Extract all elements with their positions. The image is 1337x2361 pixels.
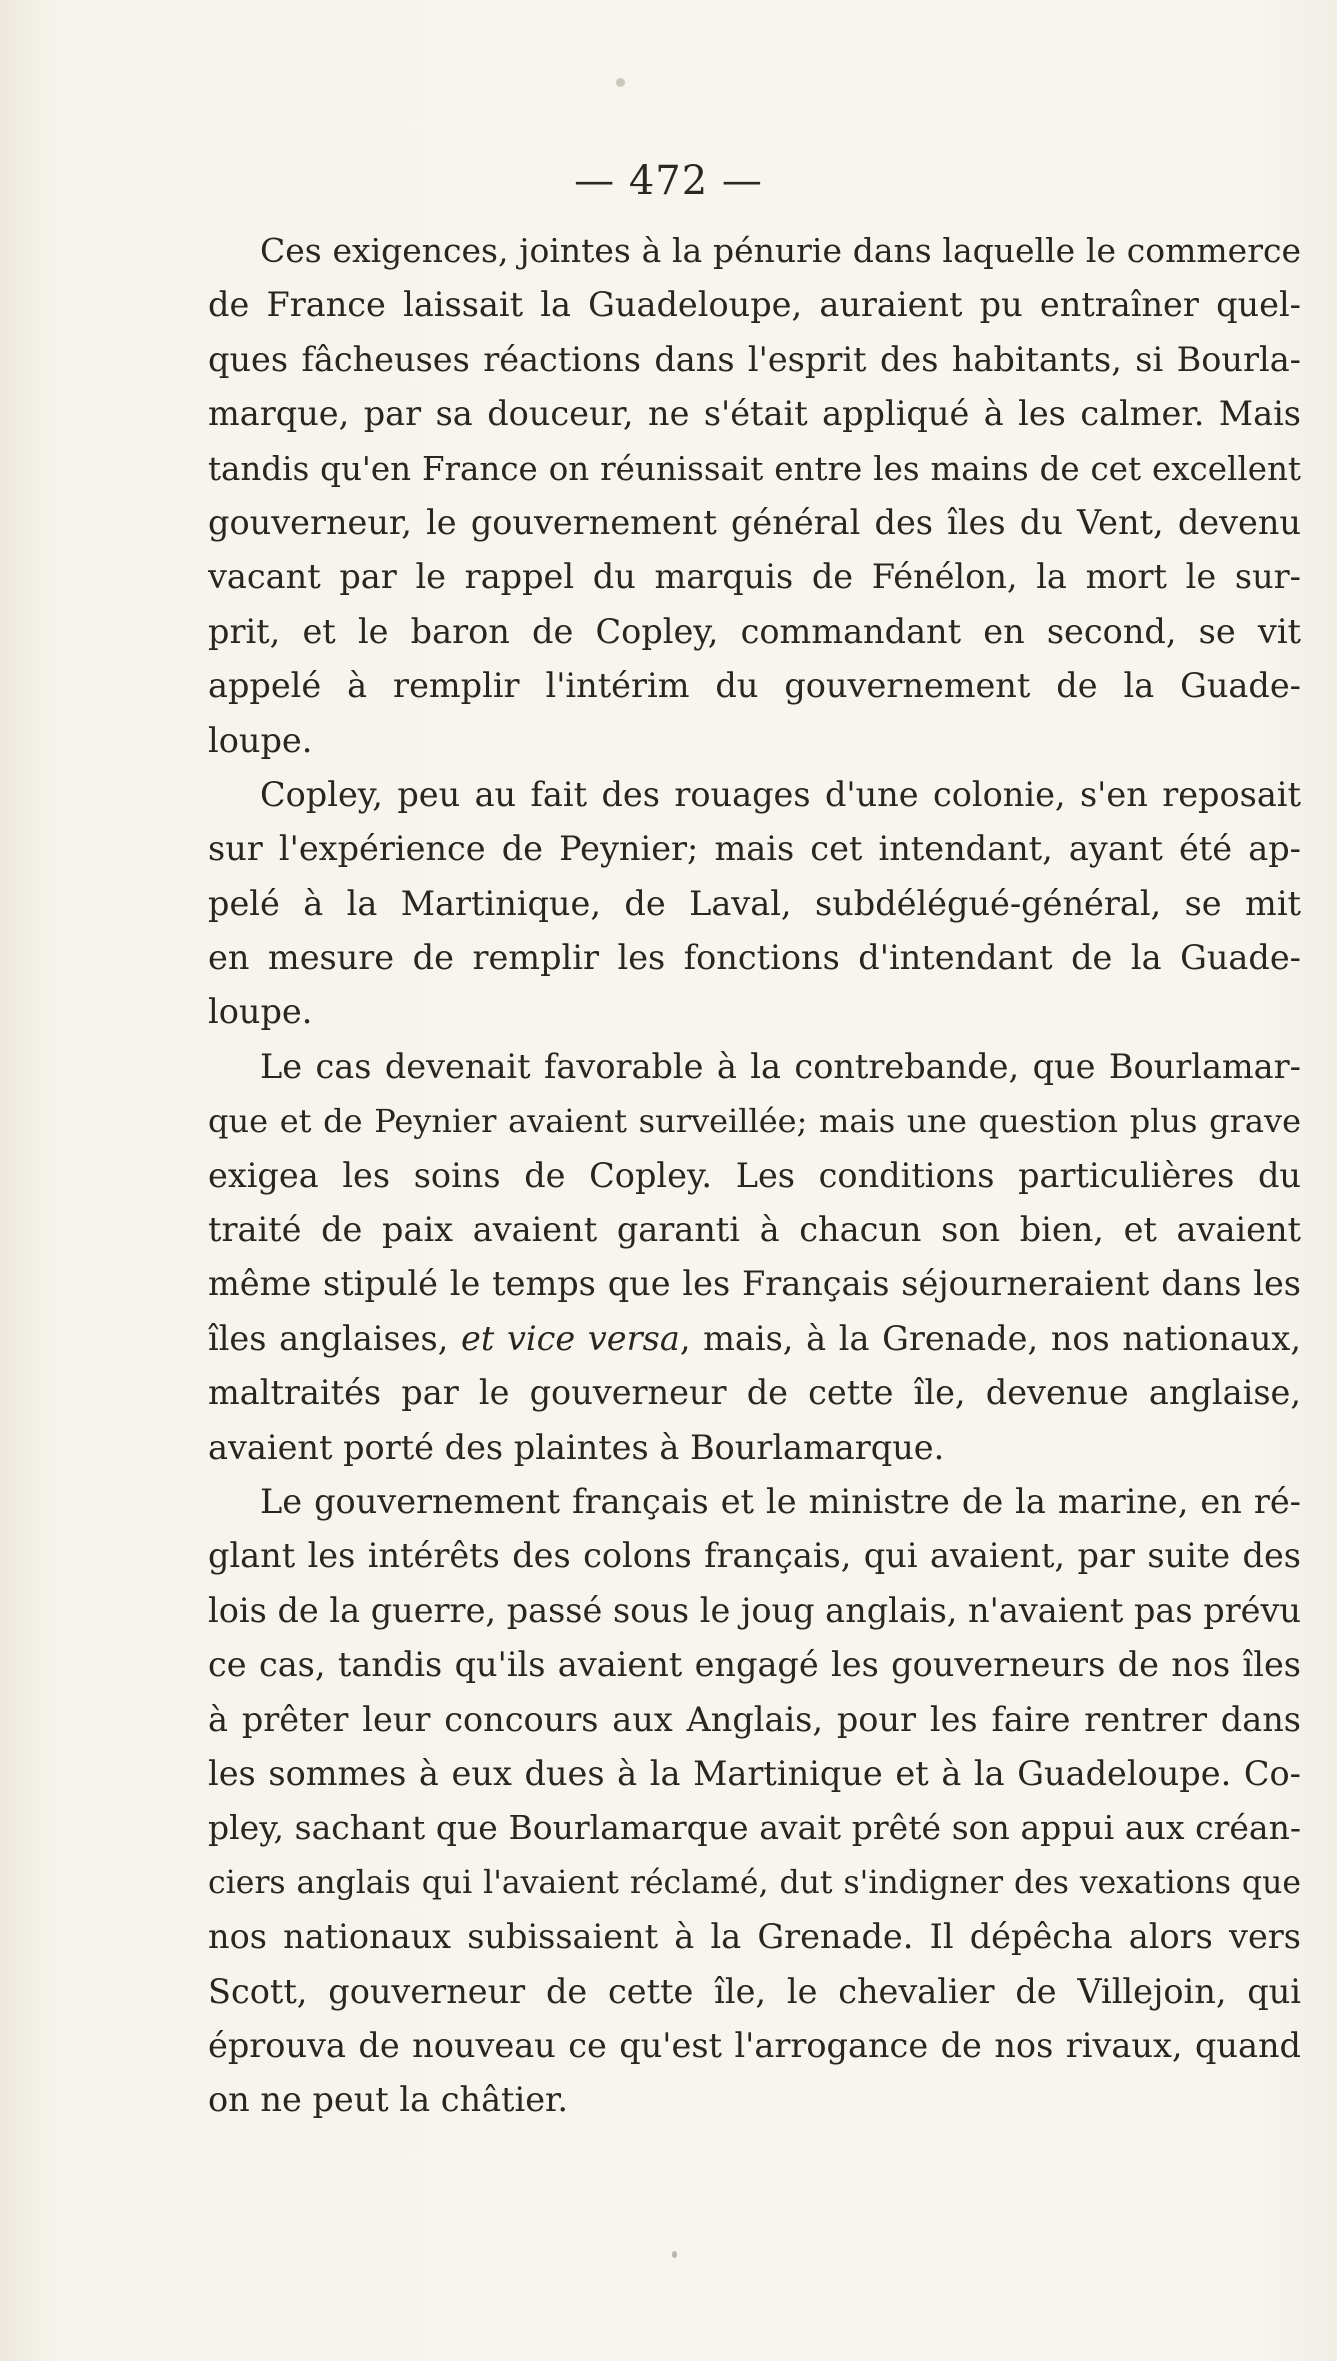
text-line: même stipulé le temps que les Français séjourneraient dans les: [208, 1264, 1301, 1304]
ink-speck: [672, 2251, 677, 2258]
text-line: tandis qu'en France on réunissait entre les mains de cet excellent: [208, 449, 1301, 488]
text-line: prit, et le baron de Copley, commandant en second, se vit: [208, 611, 1301, 651]
text-line: îles anglaises, et vice versa, mais, à la Grenade, nos nationaux,: [208, 1318, 1301, 1358]
text-line: ques fâcheuses réactions dans l'esprit des habitants, si Bourla-: [208, 339, 1301, 379]
text-line: de France laissait la Guadeloupe, auraient pu entraîner quel-: [208, 285, 1301, 325]
text-line: à prêter leur concours aux Anglais, pour les faire rentrer dans: [208, 1699, 1301, 1739]
text-line: éprouva de nouveau ce qu'est l'arrogance de nos rivaux, quand: [208, 2025, 1301, 2065]
text-line: pelé à la Martinique, de Laval, subdélégué-général, se mit: [208, 883, 1301, 923]
text-line: que et de Peynier avaient surveillée; mais une question plus grave: [208, 1102, 1301, 1141]
text-line: Le gouvernement français et le ministre de la marine, en ré-: [260, 1481, 1301, 1521]
text-line: en mesure de remplir les fonctions d'intendant de la Guade-: [208, 938, 1301, 978]
text-line: Ces exigences, jointes à la pénurie dans laquelle le commerce: [260, 231, 1301, 270]
text-line: Copley, peu au fait des rouages d'une colonie, s'en reposait: [260, 774, 1301, 814]
text-line: nos nationaux subissaient à la Grenade. Il dépêcha alors vers: [208, 1917, 1301, 1957]
text-line: marque, par sa douceur, ne s'était appliqué à les calmer. Mais: [208, 394, 1301, 434]
text-line: on ne peut la châtier.: [208, 2080, 569, 2120]
text-line: glant les intérêts des colons français, qui avaient, par suite des: [208, 1536, 1301, 1576]
body-text: [208, 224, 1301, 2128]
text-line: vacant par le rappel du marquis de Fénélon, la mort le sur-: [208, 557, 1301, 597]
text-line: pley, sachant que Bourlamarque avait prêté son appui aux créan-: [208, 1808, 1301, 1848]
text-line: avaient porté des plaintes à Bourlamarque.: [208, 1427, 945, 1467]
text-line: loupe.: [208, 720, 313, 760]
text-line: loupe.: [208, 992, 313, 1032]
text-line: maltraités par le gouverneur de cette île, devenue anglaise,: [208, 1373, 1301, 1413]
text-line: traité de paix avaient garanti à chacun son bien, et avaient: [208, 1210, 1301, 1250]
italic-phrase: et vice versa: [461, 1318, 680, 1358]
text-line: ciers anglais qui l'avaient réclamé, dut s'indigner des vexations que: [208, 1864, 1301, 1901]
text-line: gouverneur, le gouvernement général des îles du Vent, devenu: [208, 502, 1301, 542]
text-line: appelé à remplir l'intérim du gouvernement de la Guade-: [208, 666, 1301, 706]
text-line: sur l'expérience de Peynier; mais cet intendant, ayant été ap-: [208, 829, 1301, 869]
text-line: exigea les soins de Copley. Les conditions particulières du: [208, 1155, 1301, 1195]
text-line: les sommes à eux dues à la Martinique et à la Guadeloupe. Co-: [208, 1753, 1301, 1793]
text-line: Le cas devenait favorable à la contrebande, que Bourlamar-: [260, 1046, 1301, 1086]
text-line: ce cas, tandis qu'ils avaient engagé les gouverneurs de nos îles: [208, 1645, 1301, 1685]
text-line: lois de la guerre, passé sous le joug anglais, n'avaient pas prévu: [208, 1590, 1301, 1630]
ink-speck: [616, 78, 625, 87]
page-number: — 472 —: [574, 158, 763, 204]
text-line: Scott, gouverneur de cette île, le chevalier de Villejoin, qui: [208, 1971, 1301, 2011]
